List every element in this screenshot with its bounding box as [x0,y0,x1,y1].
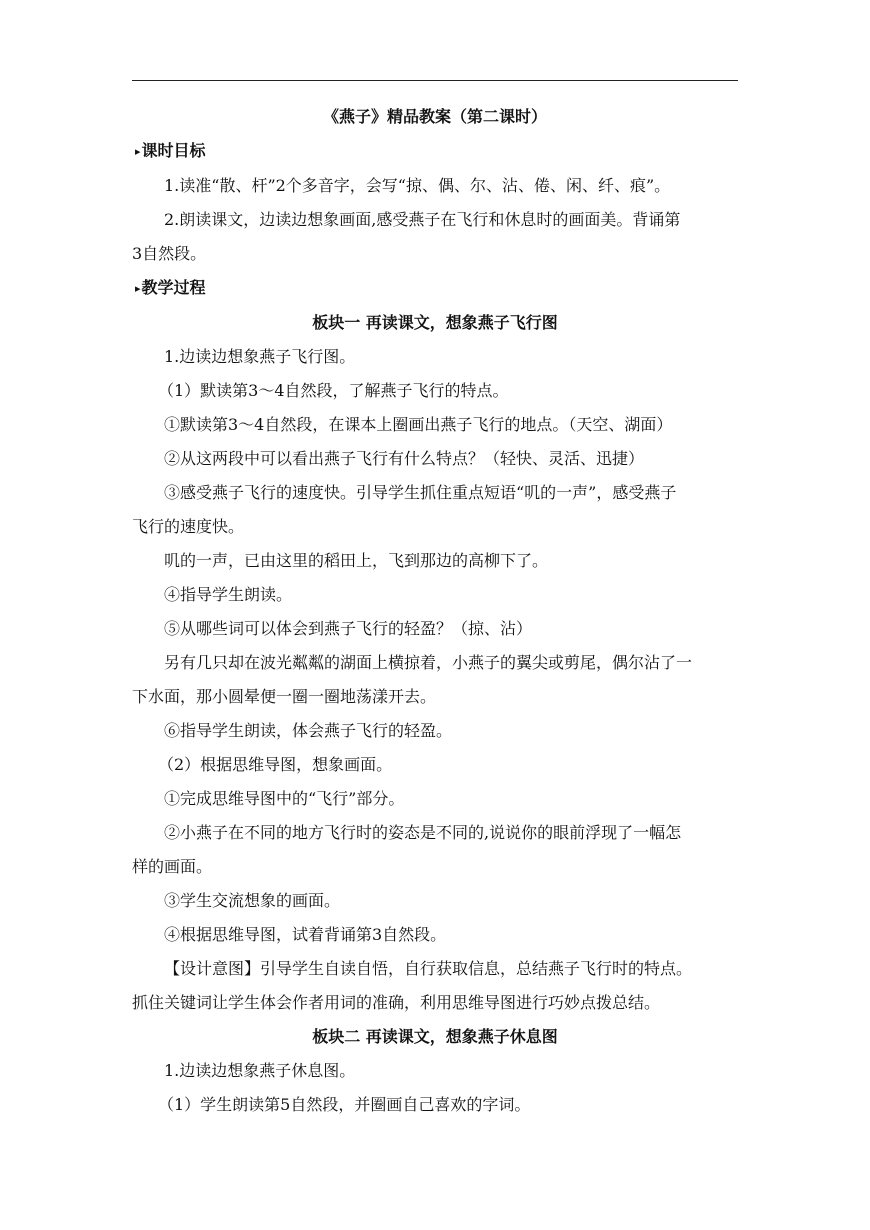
block-2-title: 板块二 再读课文，想象燕子休息图 [312,1027,558,1046]
block-1-item-3-line-1: ③感受燕子飞行的速度快。引导学生抓住重点短语“叽的一声”，感受燕子 [164,483,677,502]
triangle-bullet-icon: ▸ [135,145,141,158]
document-body [132,100,738,1122]
block-1-item-4: ④指导学生朗读。 [164,585,293,604]
quote-2-line-2: 下水面，那小圆晕便一圈一圈地荡漾开去。 [132,687,437,706]
block-1-mindmap-item-3: ③学生交流想象的画面。 [164,891,341,910]
header-rule [132,80,738,81]
triangle-bullet-icon: ▸ [135,282,141,295]
section-heading-goals [132,134,738,169]
block-1-item-6: ⑥指导学生朗读，体会燕子飞行的轻盈。 [164,721,453,740]
goal-2-line-1: 2.朗读课文，边读边想象画面,感受燕子在飞行和休息时的画面美。背诵第 [164,210,681,229]
quote-2-line-1: 另有几只却在波光粼粼的湖面上横掠着，小燕子的翼尖或剪尾，偶尔沾了一 [164,653,693,672]
document-title: 《燕子》精品教案（第二课时） [322,107,547,126]
block-1-item-2: ②从这两段中可以看出燕子飞行有什么特点？（轻快、灵活、迅捷） [164,449,645,468]
section-heading-label: 课时目标 [141,141,206,160]
block-1-item-5: ⑤从哪些词可以体会到燕子飞行的轻盈？（掠、沾） [164,619,533,638]
block-1-item-1: ①默读第3～4自然段，在课本上圈画出燕子飞行的地点。（天空、湖面） [164,415,673,434]
block-1-mindmap-item-2-line-1: ②小燕子在不同的地方飞行时的姿态是不同的,说说你的眼前浮现了一幅怎 [164,823,682,842]
block-1-title: 板块一 再读课文，想象燕子飞行图 [312,313,558,332]
section-heading-process [132,271,738,306]
block-2-substep-1: （1）学生朗读第5自然段，并圈画自己喜欢的字词。 [158,1095,531,1114]
quote-1: 叽的一声，已由这里的稻田上，飞到那边的高柳下了。 [164,551,549,570]
section-heading-label: 教学过程 [141,278,206,297]
goal-2-line-2: 3自然段。 [132,244,207,263]
block-1-substep-1: （1）默读第3～4自然段，了解燕子飞行的特点。 [158,381,509,400]
block-1-item-3-line-2: 飞行的速度快。 [132,517,245,536]
design-intent-line-2: 抓住关键词让学生体会作者用词的准确，利用思维导图进行巧妙点拨总结。 [132,993,661,1012]
block-1-mindmap-item-2-line-2: 样的画面。 [132,857,213,876]
block-1-substep-2: （2）根据思维导图，想象画面。 [158,755,393,774]
block-1-mindmap-item-4: ④根据思维导图，试着背诵第3自然段。 [164,925,447,944]
goal-1: 1.读准“散、杆”2个多音字，会写“掠、偶、尔、沾、倦、闲、纤、痕”。 [164,176,671,195]
block-2-step-1: 1.边读边想象燕子休息图。 [164,1061,356,1080]
block-1-mindmap-item-1: ①完成思维导图中的“飞行”部分。 [164,789,405,808]
design-intent-line-1: 【设计意图】引导学生自读自悟，自行获取信息，总结燕子飞行时的特点。 [164,959,693,978]
block-1-step-1: 1.边读边想象燕子飞行图。 [164,347,356,366]
